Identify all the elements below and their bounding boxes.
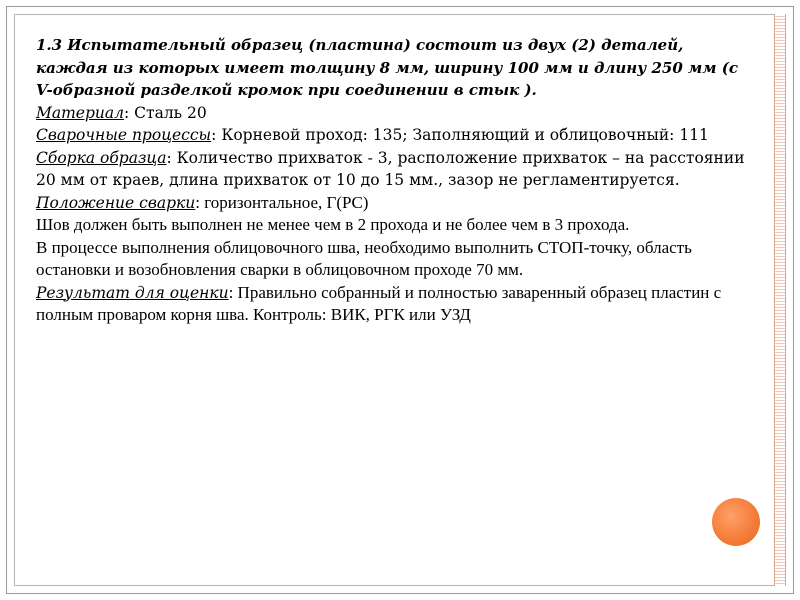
result-value: : Правильно собранный и полностью заваренный образец пластин с полным проваром корня шва. Контроль: ВИК, РГК или УЗД — [36, 282, 722, 324]
decorative-orange-circle — [712, 498, 760, 546]
result-label: Результат для оценки — [36, 283, 229, 302]
assembly-label: Сборка образца — [36, 148, 167, 167]
seam-paragraph: Шов должен быть выполнен не менее чем в 2 прохода и не более чем в 3 прохода. — [36, 215, 630, 234]
position-value: : горизонтальное, Г(PC) — [195, 192, 369, 212]
position-line — [36, 192, 756, 215]
decorative-side-stripe — [774, 14, 786, 586]
processes-label: Сварочные процессы — [36, 126, 212, 144]
material-label: Материал — [36, 103, 124, 122]
assembly-value: : Количество прихваток - 3, расположение прихваток – на расстоянии 20 мм от краев, длина прихваток от 10 до 15 мм., зазор не регламентируется. — [36, 148, 745, 189]
slide-title: 1.3 Испытательный образец (пластина) состоит из двух (2) деталей, каждая из которых имеет толщину 8 мм, ширину 100 мм и длину 250 мм (с V-образной разделкой кромок при соединении в стык ). — [36, 36, 738, 99]
result-line — [36, 282, 756, 327]
processes-value: : Корневой проход: 135; Заполняющий и облицовочный: 111 — [211, 126, 709, 144]
slide-content — [36, 34, 756, 327]
position-label: Положение сварки — [36, 193, 196, 212]
material-line — [36, 102, 756, 125]
processes-line — [36, 124, 756, 147]
stop-paragraph: В процессе выполнения облицовочного шва, необходимо выполнить СТОП-точку, область остановки и возобновления сварки в облицовочном проходе 70 мм. — [36, 237, 692, 279]
material-value: : Сталь 20 — [124, 103, 207, 122]
assembly-line — [36, 147, 756, 192]
